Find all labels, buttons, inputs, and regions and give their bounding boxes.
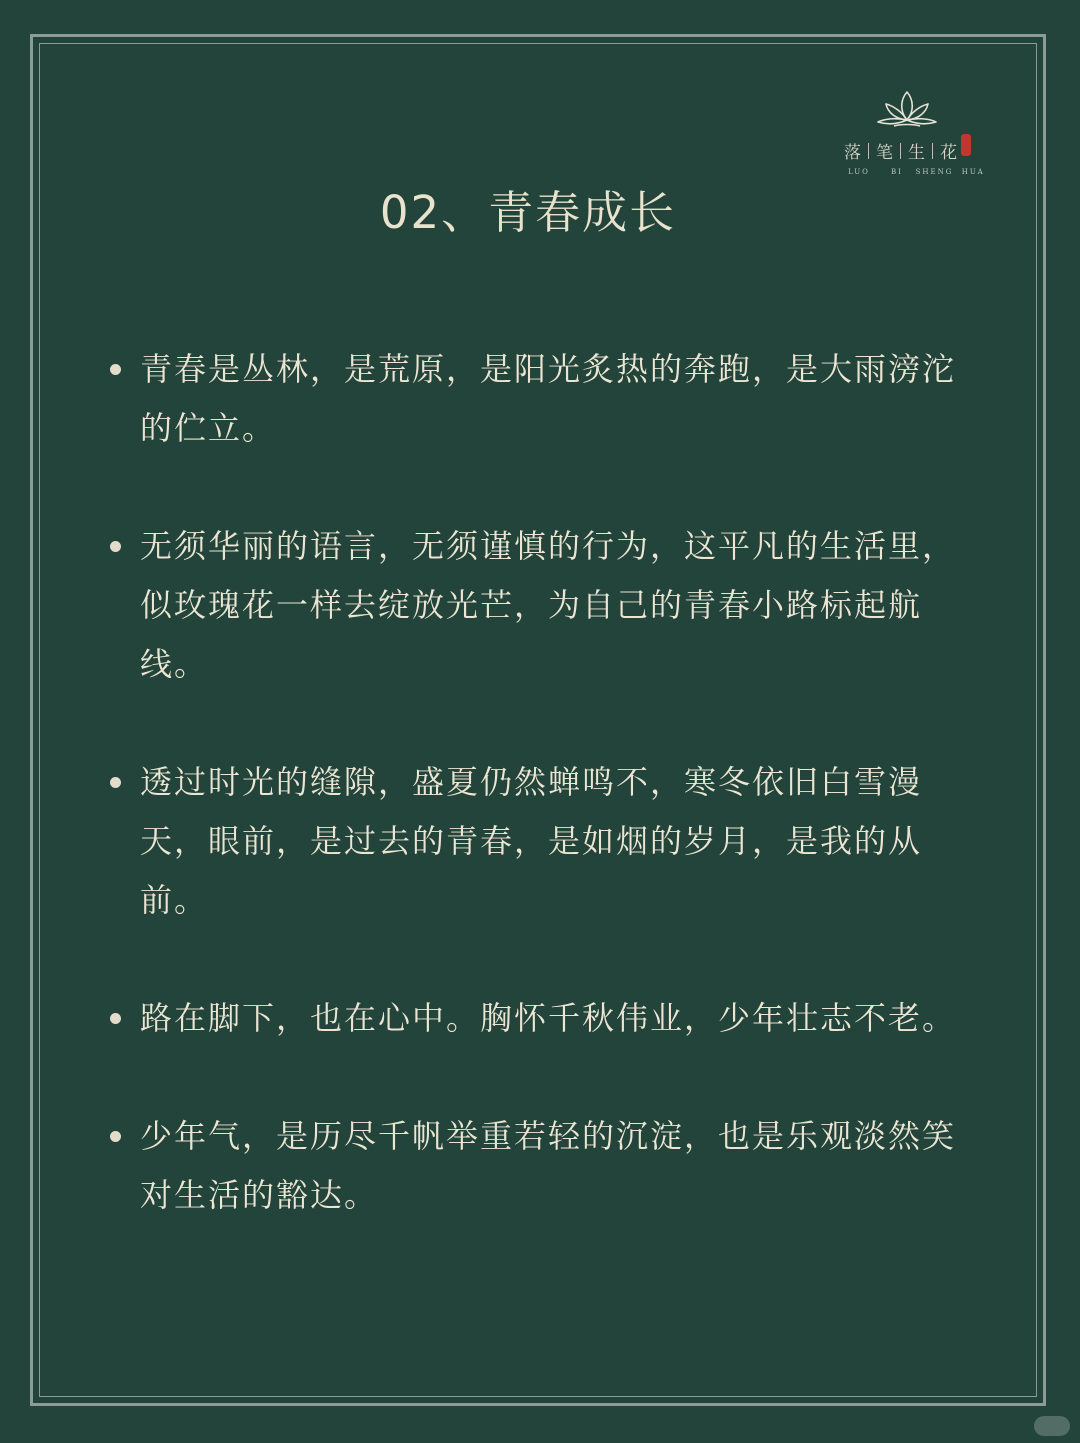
list-item: [104, 1107, 984, 1225]
lotus-icon: [876, 88, 938, 132]
list-item-text: 路在脚下，也在心中。胸怀千秋伟业，少年壮志不老。: [140, 999, 957, 1037]
watermark-badge: [1034, 1416, 1070, 1436]
list-item-text: 青春是丛林，是荒原，是阳光炙热的奔跑，是大雨滂沱的伫立。: [140, 350, 957, 447]
list-item: [104, 753, 984, 930]
list-item-text: 无须华丽的语言，无须谨慎的行为，这平凡的生活里，似玫瑰花一样去绽放光芒，为自己的青春小路标起航线。: [140, 527, 957, 683]
logo-romanization: LUO BI SHENG HUA: [848, 168, 985, 176]
bullet-dot: [110, 364, 121, 375]
logo-chars: [844, 138, 994, 163]
logo-char-4: 花: [940, 143, 957, 163]
bullet-dot: [110, 541, 121, 552]
logo-char-1: 落: [844, 143, 861, 163]
bullet-dot: [110, 1131, 121, 1142]
logo-divider: [932, 143, 933, 159]
bullet-dot: [110, 777, 121, 788]
list-item-text: 透过时光的缝隙，盛夏仍然蝉鸣不，寒冬依旧白雪漫天，眼前，是过去的青春，是如烟的岁月，是我的从前。: [140, 763, 923, 919]
list-item: [104, 340, 984, 458]
logo-divider: [900, 143, 901, 159]
logo-char-3: 生: [908, 143, 925, 163]
list-item: [104, 517, 984, 694]
brand-logo: [842, 88, 992, 188]
logo-char-2: 笔: [876, 143, 893, 163]
red-seal-stamp: [961, 134, 971, 156]
page-title: 02、青春成长: [379, 186, 677, 239]
logo-divider: [868, 143, 869, 159]
bullet-list: [104, 340, 984, 1225]
list-item-text: 少年气，是历尽千帆举重若轻的沉淀，也是乐观淡然笑对生活的豁达。: [140, 1117, 957, 1214]
list-item: [104, 989, 984, 1048]
bullet-dot: [110, 1013, 121, 1024]
